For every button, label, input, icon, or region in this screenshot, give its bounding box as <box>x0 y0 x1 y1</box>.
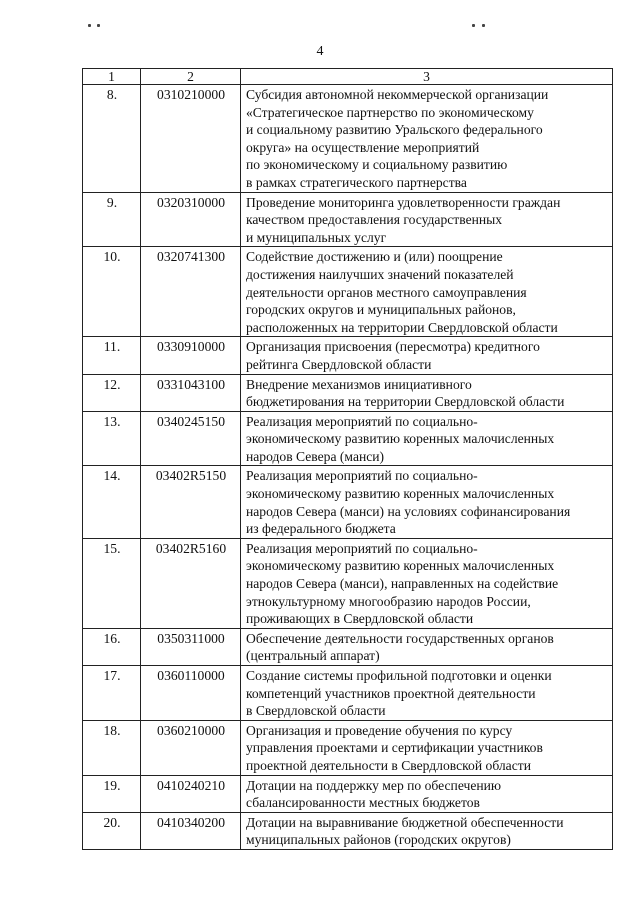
table-row <box>83 85 613 193</box>
row-code: 0340245150 <box>141 411 241 466</box>
row-description: Внедрение механизмов инициативного бюджетирования на территории Свердловской области <box>241 374 613 411</box>
row-number: 9. <box>83 192 141 247</box>
row-number: 8. <box>83 85 141 193</box>
row-code: 0310210000 <box>141 85 241 193</box>
header-col-2: 2 <box>141 69 241 85</box>
table-row <box>83 538 613 628</box>
row-description: Обеспечение деятельности государственных органов (центральный аппарат) <box>241 628 613 665</box>
table-row <box>83 411 613 466</box>
row-code: 0320741300 <box>141 247 241 337</box>
table-row <box>83 247 613 337</box>
header-col-3: 3 <box>241 69 613 85</box>
row-number: 12. <box>83 374 141 411</box>
row-number: 18. <box>83 720 141 775</box>
table-row <box>83 720 613 775</box>
row-number: 17. <box>83 666 141 721</box>
row-number: 11. <box>83 337 141 374</box>
row-code: 0410340200 <box>141 812 241 849</box>
row-description: Проведение мониторинга удовлетворенности граждан качеством предоставления государственных и муниципальных услуг <box>241 192 613 247</box>
table-row <box>83 775 613 812</box>
row-description: Субсидия автономной некоммерческой организации «Стратегическое партнерство по экономическому и социальному развитию Уральского федерального округа» на осуществление мероприятий по экономическому и социальному развитию в рамках стратегического партнерства <box>241 85 613 193</box>
row-number: 15. <box>83 538 141 628</box>
row-description: Создание системы профильной подготовки и оценки компетенций участников проектной деятельности в Свердловской области <box>241 666 613 721</box>
header-col-1: 1 <box>83 69 141 85</box>
scan-mark-left <box>88 24 102 28</box>
row-description: Реализация мероприятий по социально- экономическому развитию коренных малочисленных народов Севера (манси) на условиях софинансирования из федерального бюджета <box>241 466 613 538</box>
row-code: 03402R5160 <box>141 538 241 628</box>
row-code: 0360110000 <box>141 666 241 721</box>
row-number: 20. <box>83 812 141 849</box>
row-code: 0410240210 <box>141 775 241 812</box>
row-number: 19. <box>83 775 141 812</box>
table-header-row <box>83 69 613 85</box>
row-code: 0350311000 <box>141 628 241 665</box>
row-description: Дотации на поддержку мер по обеспечению сбалансированности местных бюджетов <box>241 775 613 812</box>
table-row <box>83 337 613 374</box>
table-row <box>83 812 613 849</box>
row-number: 10. <box>83 247 141 337</box>
page-number: 4 <box>316 44 324 59</box>
row-description: Реализация мероприятий по социально- экономическому развитию коренных малочисленных народов Севера (манси) <box>241 411 613 466</box>
table-row <box>83 466 613 538</box>
table-row <box>83 192 613 247</box>
row-description: Дотации на выравнивание бюджетной обеспеченности муниципальных районов (городских округов) <box>241 812 613 849</box>
table-row <box>83 666 613 721</box>
table-row <box>83 374 613 411</box>
row-description: Организация присвоения (пересмотра) кредитного рейтинга Свердловской области <box>241 337 613 374</box>
scan-mark-right <box>472 24 486 28</box>
row-code: 0320310000 <box>141 192 241 247</box>
row-code: 0360210000 <box>141 720 241 775</box>
row-description: Содействие достижению и (или) поощрение достижения наилучших значений показателей деятельности органов местного самоуправления городских округов и муниципальных районов, расположенных на территории Свердловской области <box>241 247 613 337</box>
row-description: Реализация мероприятий по социально- экономическому развитию коренных малочисленных народов Севера (манси), направленных на содействие этнокультурному многообразию народов России, проживающих в Свердловской области <box>241 538 613 628</box>
row-code: 0331043100 <box>141 374 241 411</box>
row-number: 14. <box>83 466 141 538</box>
row-description: Организация и проведение обучения по курсу управления проектами и сертификации участников проектной деятельности в Свердловской области <box>241 720 613 775</box>
row-number: 13. <box>83 411 141 466</box>
row-code: 0330910000 <box>141 337 241 374</box>
table-row <box>83 628 613 665</box>
row-number: 16. <box>83 628 141 665</box>
row-code: 03402R5150 <box>141 466 241 538</box>
budget-items-table <box>82 68 613 850</box>
